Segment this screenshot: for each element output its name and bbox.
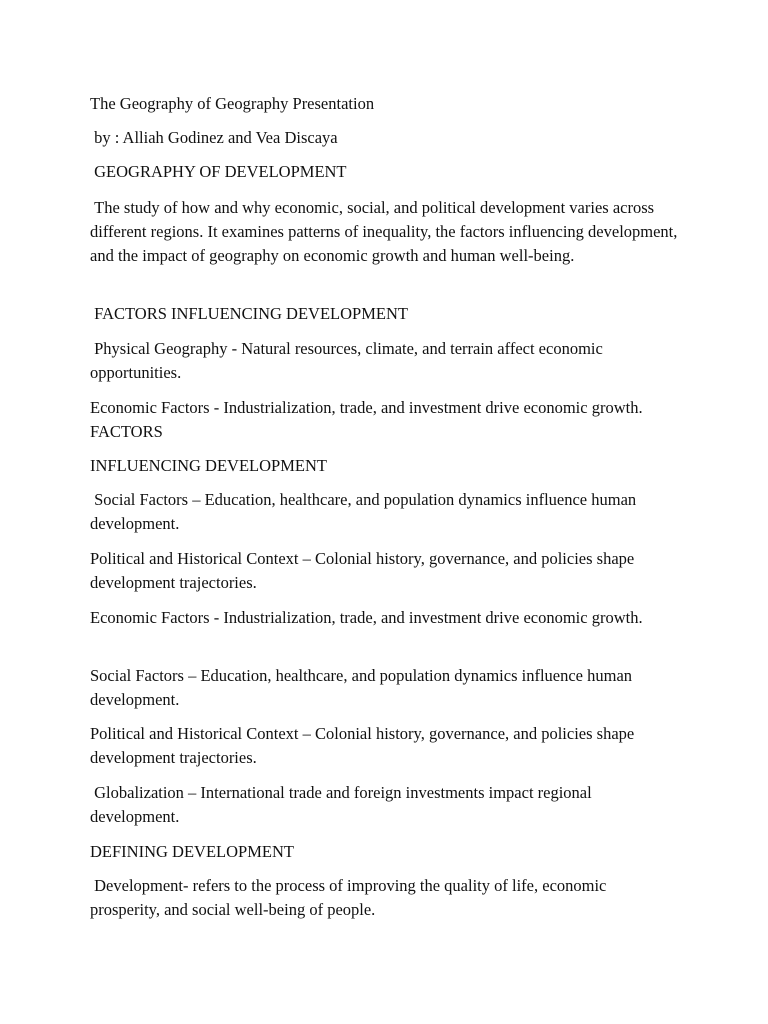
body-paragraph: Political and Historical Context – Colonial history, governance, and policies shape development trajectories. xyxy=(90,549,639,592)
body-paragraph: Economic Factors - Industrialization, trade, and investment drive economic growth. FACTORS xyxy=(90,398,647,441)
section-heading: GEOGRAPHY OF DEVELOPMENT xyxy=(90,162,347,181)
body-paragraph: Political and Historical Context – Colonial history, governance, and policies shape development trajectories. xyxy=(90,724,639,767)
body-paragraph: Development- refers to the process of improving the quality of life, economic prosperity, and social well-being of people. xyxy=(90,876,611,919)
section-heading: FACTORS INFLUENCING DEVELOPMENT xyxy=(90,304,408,323)
document-title: The Geography of Geography Presentation xyxy=(90,94,375,113)
section-heading: DEFINING DEVELOPMENT xyxy=(90,842,294,861)
section-heading: INFLUENCING DEVELOPMENT xyxy=(90,456,327,475)
body-paragraph: Economic Factors - Industrialization, trade, and investment drive economic growth. xyxy=(90,608,643,627)
body-paragraph: Social Factors – Education, healthcare, and population dynamics influence human development. xyxy=(90,666,637,709)
body-paragraph: Globalization – International trade and foreign investments impact regional development. xyxy=(90,783,596,826)
body-paragraph: Physical Geography - Natural resources, climate, and terrain affect economic opportunities. xyxy=(90,339,607,382)
body-paragraph: The study of how and why economic, social, and political development varies across different regions. It examines patterns of inequality, the factors influencing development, and the impact of geography on economic growth and human well-being. xyxy=(90,198,682,265)
body-paragraph: Social Factors – Education, healthcare, and population dynamics influence human development. xyxy=(90,490,641,533)
authors-line: by : Alliah Godinez and Vea Discaya xyxy=(90,128,338,147)
